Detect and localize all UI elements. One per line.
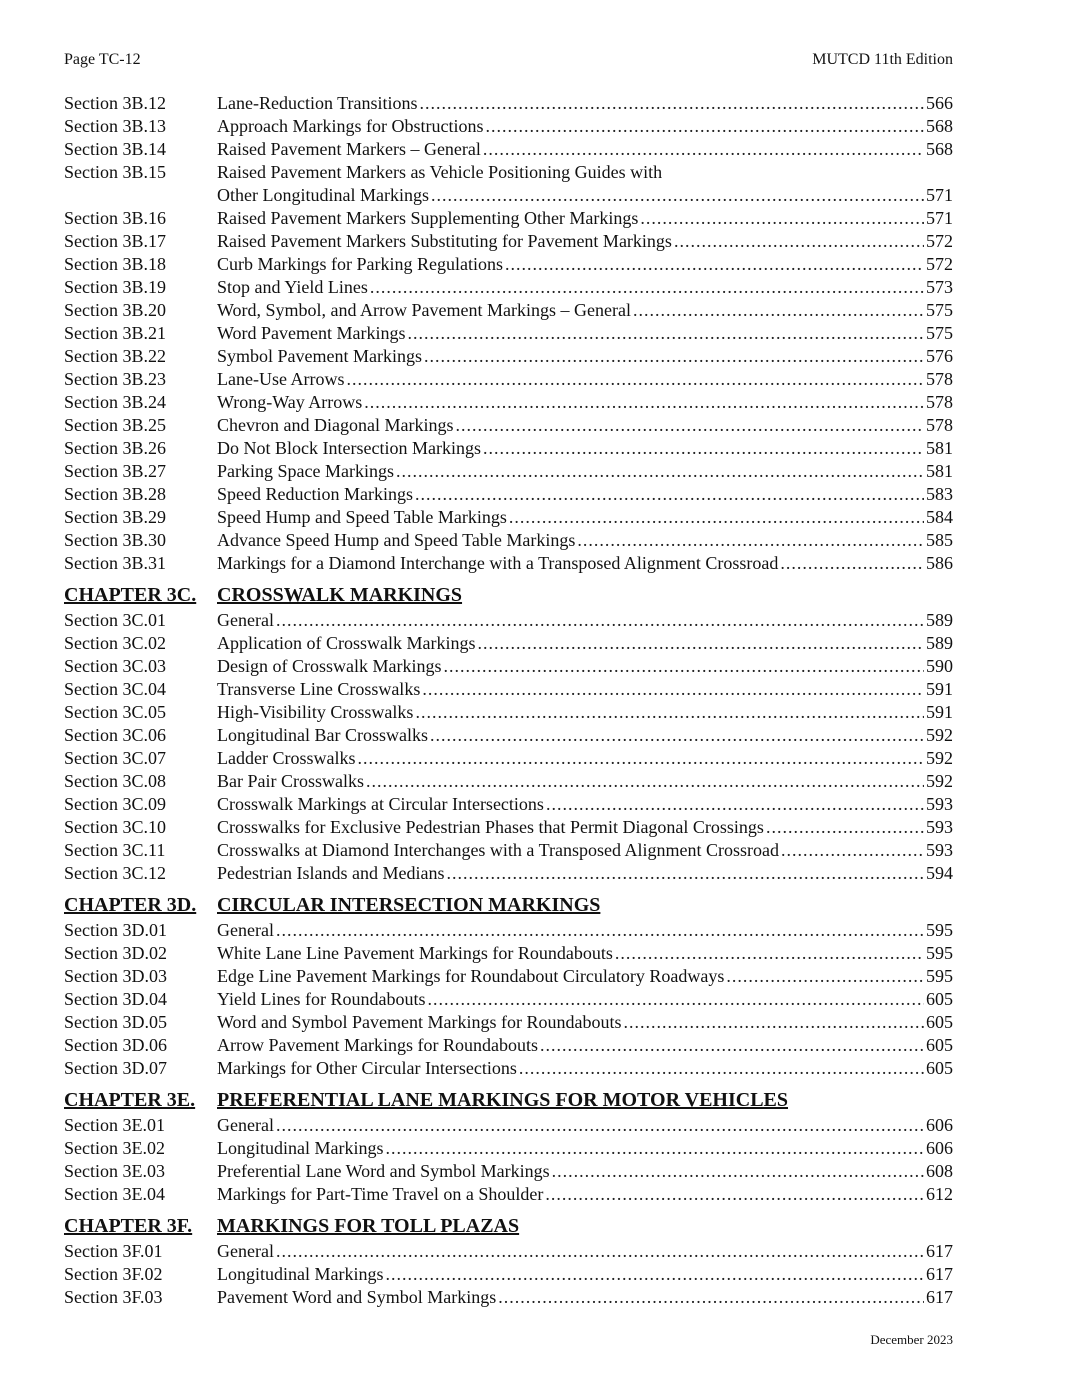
toc-entry[interactable] (64, 1057, 953, 1080)
page-number: 592 (926, 771, 953, 791)
toc-entry[interactable] (64, 793, 953, 816)
dot-leader (552, 1160, 924, 1183)
section-title: Lane-Reduction Transitions (217, 93, 418, 113)
dot-leader (385, 1137, 924, 1160)
page-number: 617 (926, 1264, 953, 1284)
section-title: Wrong-Way Arrows (217, 392, 363, 412)
toc-entry[interactable] (64, 988, 953, 1011)
page-number: 605 (926, 1035, 953, 1055)
page-number: 594 (926, 863, 953, 883)
dot-leader (577, 529, 924, 552)
dot-leader (364, 391, 924, 414)
dot-leader (545, 1183, 924, 1206)
section-title: Markings for Part-Time Travel on a Shoulder (217, 1184, 544, 1204)
section-title: Longitudinal Markings (217, 1264, 384, 1284)
page-number: 586 (926, 553, 953, 573)
toc-entry[interactable] (64, 230, 953, 253)
toc-entry[interactable] (64, 1137, 953, 1160)
section-number: Section 3C.08 (64, 771, 166, 791)
toc-entry[interactable] (64, 92, 953, 115)
section-title: Ladder Crosswalks (217, 748, 356, 768)
page-number: 617 (926, 1287, 953, 1307)
page-number: 606 (926, 1138, 953, 1158)
toc-entry[interactable] (64, 368, 953, 391)
page-number: 578 (926, 369, 953, 389)
toc-entry[interactable] (64, 942, 953, 965)
section-title: Pedestrian Islands and Medians (217, 863, 445, 883)
edition-label: MUTCD 11th Edition (812, 51, 953, 68)
section-number: Section 3C.06 (64, 725, 166, 745)
section-title: Approach Markings for Obstructions (217, 116, 484, 136)
page-number: 571 (926, 185, 953, 205)
section-title: High-Visibility Crosswalks (217, 702, 414, 722)
page-number: 589 (926, 610, 953, 630)
section-title: Crosswalks at Diamond Interchanges with a Transposed Alignment Crossroad (217, 840, 779, 860)
toc-entry[interactable] (64, 1183, 953, 1206)
toc-entry[interactable] (64, 609, 953, 632)
section-title: Design of Crosswalk Markings (217, 656, 442, 676)
dot-leader (443, 655, 924, 678)
dot-leader (546, 793, 924, 816)
toc-entry[interactable] (64, 414, 953, 437)
toc-entry[interactable] (64, 770, 953, 793)
chapter-title: CIRCULAR INTERSECTION MARKINGS (217, 894, 601, 916)
dot-leader (446, 862, 924, 885)
section-number: Section 3E.03 (64, 1161, 165, 1181)
dot-leader (509, 506, 924, 529)
toc-entry[interactable] (64, 276, 953, 299)
section-number: Section 3B.15 (64, 162, 166, 182)
section-title: Curb Markings for Parking Regulations (217, 254, 503, 274)
page-number: 593 (926, 817, 953, 837)
page-number: 573 (926, 277, 953, 297)
section-number: Section 3B.14 (64, 139, 166, 159)
section-title: White Lane Line Pavement Markings for Roundabouts (217, 943, 613, 963)
page-number: 591 (926, 702, 953, 722)
toc-entry[interactable] (64, 1114, 953, 1137)
toc-entry[interactable] (64, 506, 953, 529)
page-number: 592 (926, 725, 953, 745)
section-number: Section 3B.23 (64, 369, 166, 389)
toc-entry[interactable] (64, 391, 953, 414)
toc-entry[interactable] (64, 1240, 953, 1263)
section-number: Section 3B.22 (64, 346, 166, 366)
section-title: Crosswalk Markings at Circular Intersections (217, 794, 544, 814)
section-title: Longitudinal Bar Crosswalks (217, 725, 428, 745)
section-number: Section 3B.21 (64, 323, 166, 343)
section-title: General (217, 1241, 274, 1261)
page-number: 575 (926, 323, 953, 343)
toc-entry[interactable] (64, 965, 953, 988)
page-number: 572 (926, 254, 953, 274)
toc-entry[interactable] (64, 460, 953, 483)
section-number: Section 3F.01 (64, 1241, 163, 1261)
section-number: Section 3D.07 (64, 1058, 167, 1078)
footer-date: December 2023 (870, 1332, 953, 1347)
section-title: Raised Pavement Markers Supplementing Other Markings (217, 208, 639, 228)
table-of-contents (64, 92, 953, 1309)
section-title: Word and Symbol Pavement Markings for Roundabouts (217, 1012, 622, 1032)
toc-entry[interactable] (64, 701, 953, 724)
toc-entry[interactable] (64, 299, 953, 322)
dot-leader (366, 770, 924, 793)
section-number: Section 3C.02 (64, 633, 166, 653)
section-number: Section 3B.26 (64, 438, 166, 458)
section-number: Section 3B.30 (64, 530, 166, 550)
page-number: 583 (926, 484, 953, 504)
page-number: 571 (926, 208, 953, 228)
page-number-label: Page TC-12 (64, 51, 141, 68)
page-number: 612 (926, 1184, 953, 1204)
section-number: Section 3B.29 (64, 507, 166, 527)
section-title: Speed Hump and Speed Table Markings (217, 507, 507, 527)
page-number: 593 (926, 840, 953, 860)
section-number: Section 3D.03 (64, 966, 167, 986)
section-title: General (217, 610, 274, 630)
dot-leader (276, 1114, 924, 1137)
section-title: General (217, 1115, 274, 1135)
chapter-heading (64, 1213, 953, 1239)
section-title: Transverse Line Crosswalks (217, 679, 421, 699)
dot-leader (519, 1057, 924, 1080)
section-number: Section 3C.12 (64, 863, 166, 883)
page-number: 605 (926, 1012, 953, 1032)
dot-leader (415, 701, 924, 724)
section-title: Speed Reduction Markings (217, 484, 413, 504)
dot-leader (766, 816, 924, 839)
section-number: Section 3B.20 (64, 300, 166, 320)
section-title: Parking Space Markings (217, 461, 394, 481)
dot-leader (483, 437, 924, 460)
section-title: Markings for Other Circular Intersections (217, 1058, 517, 1078)
page-number: 593 (926, 794, 953, 814)
dot-leader (346, 368, 924, 391)
section-number: Section 3E.04 (64, 1184, 165, 1204)
section-title: Crosswalks for Exclusive Pedestrian Phases that Permit Diagonal Crossings (217, 817, 764, 837)
chapter-title: PREFERENTIAL LANE MARKINGS FOR MOTOR VEHICLES (217, 1089, 789, 1111)
dot-leader (624, 1011, 924, 1034)
section-number: Section 3B.17 (64, 231, 166, 251)
toc-entry[interactable] (64, 839, 953, 862)
page-number: 578 (926, 415, 953, 435)
section-number: Section 3B.19 (64, 277, 166, 297)
section-title: Yield Lines for Roundabouts (217, 989, 426, 1009)
dot-leader (420, 92, 925, 115)
toc-entry[interactable] (64, 1011, 953, 1034)
section-number: Section 3D.05 (64, 1012, 167, 1032)
dot-leader (370, 276, 924, 299)
section-number: Section 3B.25 (64, 415, 166, 435)
dot-leader (455, 414, 924, 437)
section-title: Raised Pavement Markers – General (217, 139, 481, 159)
toc-entry[interactable] (64, 632, 953, 655)
page-number: 595 (926, 943, 953, 963)
dot-leader (385, 1263, 924, 1286)
section-number: Section 3C.05 (64, 702, 166, 722)
section-title: Chevron and Diagonal Markings (217, 415, 454, 435)
section-number: Section 3C.11 (64, 840, 166, 860)
section-title-line1: Raised Pavement Markers as Vehicle Positioning Guides with (217, 162, 663, 182)
page-number: 606 (926, 1115, 953, 1135)
page-number: 595 (926, 966, 953, 986)
page-number: 568 (926, 116, 953, 136)
chapter-label: CHAPTER 3F. (64, 1215, 193, 1237)
dot-leader (431, 184, 924, 207)
toc-entry[interactable] (64, 345, 953, 368)
dot-leader (674, 230, 924, 253)
toc-entry[interactable] (64, 138, 953, 161)
dot-leader (485, 115, 924, 138)
toc-entry[interactable] (64, 253, 953, 276)
toc-entry[interactable] (64, 655, 953, 678)
section-number: Section 3C.07 (64, 748, 166, 768)
dot-leader (430, 724, 924, 747)
toc-entry[interactable] (64, 207, 953, 230)
section-number: Section 3C.09 (64, 794, 166, 814)
page-number: 568 (926, 139, 953, 159)
toc-entry[interactable] (64, 724, 953, 747)
page-number: 591 (926, 679, 953, 699)
page-number: 605 (926, 989, 953, 1009)
toc-entry[interactable] (64, 552, 953, 575)
section-number: Section 3B.24 (64, 392, 166, 412)
dot-leader (640, 207, 924, 230)
dot-leader (780, 552, 924, 575)
section-title: General (217, 920, 274, 940)
dot-leader (477, 632, 924, 655)
page-number: 608 (926, 1161, 953, 1181)
chapter-title: MARKINGS FOR TOLL PLAZAS (217, 1215, 520, 1237)
page-number: 566 (926, 93, 953, 113)
dot-leader (357, 747, 924, 770)
section-title: Application of Crosswalk Markings (217, 633, 476, 653)
section-number: Section 3C.01 (64, 610, 166, 630)
dot-leader (408, 322, 924, 345)
section-number: Section 3C.03 (64, 656, 166, 676)
section-number: Section 3D.06 (64, 1035, 167, 1055)
dot-leader (396, 460, 924, 483)
section-title: Markings for a Diamond Interchange with a Transposed Alignment Crossroad (217, 553, 779, 573)
section-title: Raised Pavement Markers Substituting for Pavement Markings (217, 231, 672, 251)
section-title: Word Pavement Markings (217, 323, 406, 343)
page-number: 578 (926, 392, 953, 412)
section-title: Longitudinal Markings (217, 1138, 384, 1158)
section-title: Pavement Word and Symbol Markings (217, 1287, 497, 1307)
toc-entry[interactable] (64, 437, 953, 460)
chapter-label: CHAPTER 3E. (64, 1089, 196, 1111)
section-title: Word, Symbol, and Arrow Pavement Markings – General (217, 300, 631, 320)
dot-leader (415, 483, 924, 506)
section-number: Section 3F.03 (64, 1287, 163, 1307)
chapter-label: CHAPTER 3C. (64, 584, 197, 606)
section-number: Section 3E.02 (64, 1138, 165, 1158)
page-number: 572 (926, 231, 953, 251)
chapter-title: CROSSWALK MARKINGS (217, 584, 463, 606)
section-number: Section 3C.04 (64, 679, 166, 699)
dot-leader (483, 138, 924, 161)
chapter-heading (64, 582, 953, 608)
chapter-heading (64, 1087, 953, 1113)
section-title: Arrow Pavement Markings for Roundabouts (217, 1035, 538, 1055)
section-number: Section 3B.27 (64, 461, 166, 481)
section-number: Section 3B.16 (64, 208, 166, 228)
toc-entry[interactable] (64, 1286, 953, 1309)
section-number: Section 3D.02 (64, 943, 167, 963)
page-number: 605 (926, 1058, 953, 1078)
page-number: 584 (926, 507, 953, 527)
dot-leader (615, 942, 924, 965)
page-header (64, 49, 953, 71)
section-number: Section 3B.28 (64, 484, 166, 504)
page-number: 576 (926, 346, 953, 366)
section-title: Edge Line Pavement Markings for Roundabout Circulatory Roadways (217, 966, 725, 986)
toc-entry[interactable] (64, 115, 953, 138)
section-number: Section 3B.13 (64, 116, 166, 136)
page-number: 592 (926, 748, 953, 768)
toc-entry[interactable] (64, 161, 953, 207)
toc-entry[interactable] (64, 529, 953, 552)
dot-leader (427, 988, 924, 1011)
dot-leader (505, 253, 924, 276)
section-title: Preferential Lane Word and Symbol Markings (217, 1161, 550, 1181)
chapter-heading (64, 892, 953, 918)
section-title: Symbol Pavement Markings (217, 346, 422, 366)
toc-entry[interactable] (64, 862, 953, 885)
toc-entry[interactable] (64, 678, 953, 701)
section-title: Do Not Block Intersection Markings (217, 438, 481, 458)
dot-leader (276, 1240, 924, 1263)
toc-entry[interactable] (64, 1034, 953, 1057)
section-title: Lane-Use Arrows (217, 369, 345, 389)
section-number: Section 3C.10 (64, 817, 166, 837)
dot-leader (540, 1034, 924, 1057)
dot-leader (424, 345, 924, 368)
page-number: 581 (926, 461, 953, 481)
toc-entry[interactable] (64, 322, 953, 345)
page-number: 617 (926, 1241, 953, 1261)
toc-entry[interactable] (64, 919, 953, 942)
page-number: 589 (926, 633, 953, 653)
toc-entry[interactable] (64, 483, 953, 506)
dot-leader (781, 839, 924, 862)
page-number: 590 (926, 656, 953, 676)
chapter-label: CHAPTER 3D. (64, 894, 197, 916)
page-number: 575 (926, 300, 953, 320)
section-number: Section 3B.12 (64, 93, 166, 113)
toc-entry[interactable] (64, 816, 953, 839)
section-number: Section 3B.18 (64, 254, 166, 274)
section-number: Section 3D.04 (64, 989, 167, 1009)
page-number: 581 (926, 438, 953, 458)
section-title: Advance Speed Hump and Speed Table Markings (217, 530, 576, 550)
section-number: Section 3F.02 (64, 1264, 163, 1284)
dot-leader (276, 609, 924, 632)
section-number: Section 3B.31 (64, 553, 166, 573)
section-title: Bar Pair Crosswalks (217, 771, 364, 791)
dot-leader (498, 1286, 924, 1309)
page-number: 585 (926, 530, 953, 550)
page-number: 595 (926, 920, 953, 940)
dot-leader (422, 678, 924, 701)
toc-entry[interactable] (64, 1263, 953, 1286)
dot-leader (633, 299, 924, 322)
section-number: Section 3E.01 (64, 1115, 165, 1135)
dot-leader (726, 965, 924, 988)
dot-leader (276, 919, 924, 942)
section-title: Stop and Yield Lines (217, 277, 368, 297)
section-number: Section 3D.01 (64, 920, 167, 940)
section-title: Other Longitudinal Markings (217, 185, 429, 205)
toc-entry[interactable] (64, 747, 953, 770)
toc-entry[interactable] (64, 1160, 953, 1183)
page-footer (870, 1332, 953, 1348)
